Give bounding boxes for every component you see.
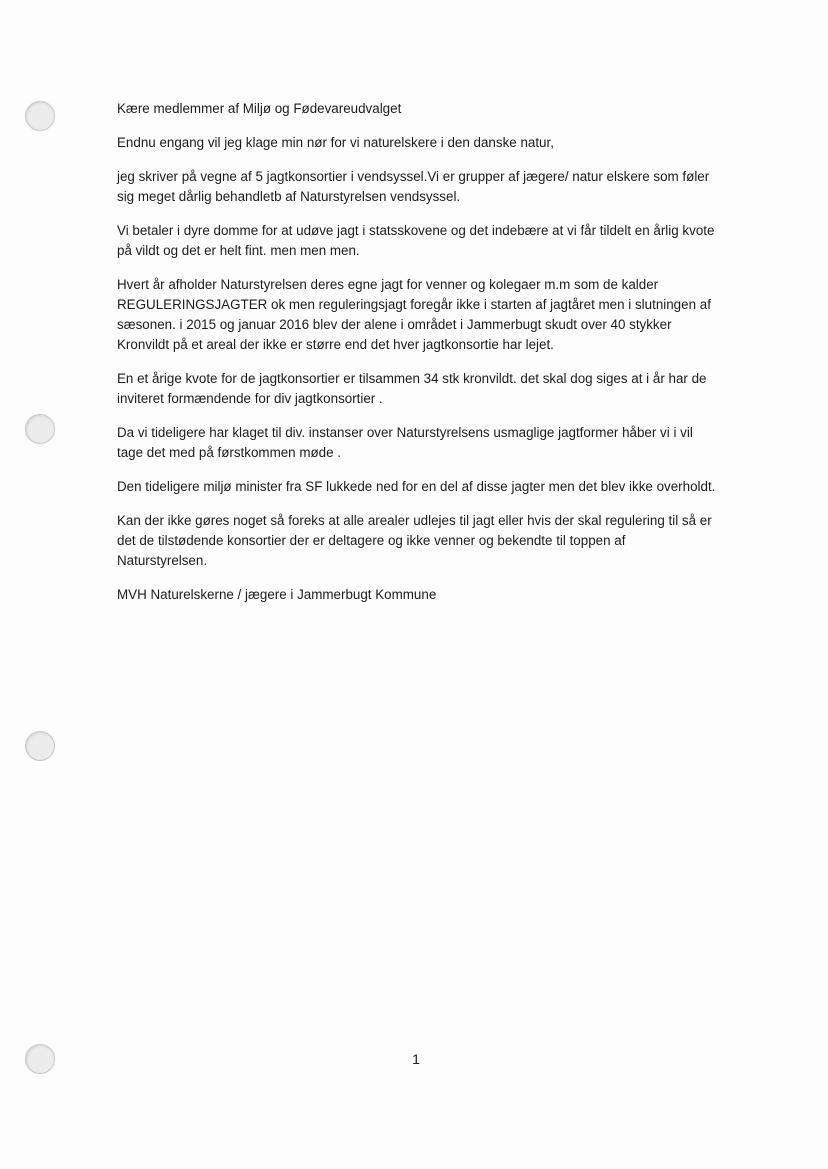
salutation: Kære medlemmer af Miljø og Fødevareudvalget	[117, 101, 402, 116]
punch-hole	[25, 414, 55, 444]
punch-hole	[25, 101, 55, 131]
punch-hole	[25, 731, 55, 761]
paragraph: Hvert år afholder Naturstyrelsen deres egne jagt for venner og kolegaer m.m som de kalder REGULERINGSJAGTER ok men reguleringsjagt foregår ikke i starten af jagtåret men i slutningen af sæsonen. i 2015 og januar 2016 blev der alene i området i Jammerbugt skudt over 40 stykker Kronvildt på et areal der ikke er større end det hver jagtkonsortie har lejet.	[117, 277, 711, 352]
paragraph: En et årige kvote for de jagtkonsortier er tilsammen 34 stk kronvildt. det skal dog siges at i år har de inviteret formændende for div jagtkonsortier .	[117, 371, 707, 406]
paragraph: Den tideligere miljø minister fra SF lukkede ned for en del af disse jagter men det blev ikke overholdt.	[117, 479, 716, 494]
paragraph: Da vi tideligere har klaget til div. instanser over Naturstyrelsens usmaglige jagtformer håber vi i vil tage det med på førstkommen møde .	[117, 425, 693, 460]
paragraph: Endnu engang vil jeg klage min nør for vi naturelskere i den danske natur,	[117, 135, 554, 150]
paragraph: Vi betaler i dyre domme for at udøve jagt i statsskovene og det indebære at vi får tildelt en årlig kvote på vildt og det er helt fint. men men men.	[117, 223, 715, 258]
letter-body	[117, 99, 717, 619]
page-number: 1	[412, 1051, 420, 1067]
paragraph: jeg skriver på vegne af 5 jagtkonsortier i vendsyssel.Vi er grupper af jægere/ natur elskere som føler sig meget dårlig behandletb af Naturstyrelsen vendsyssel.	[117, 169, 710, 204]
paragraph: Kan der ikke gøres noget så foreks at alle arealer udlejes til jagt eller hvis der skal regulering til så er det de tilstødende konsortier der er deltagere og ikke venner og bekendte til toppen af Naturstyrelsen.	[117, 513, 712, 568]
signature: MVH Naturelskerne / jægere i Jammerbugt Kommune	[117, 587, 437, 602]
